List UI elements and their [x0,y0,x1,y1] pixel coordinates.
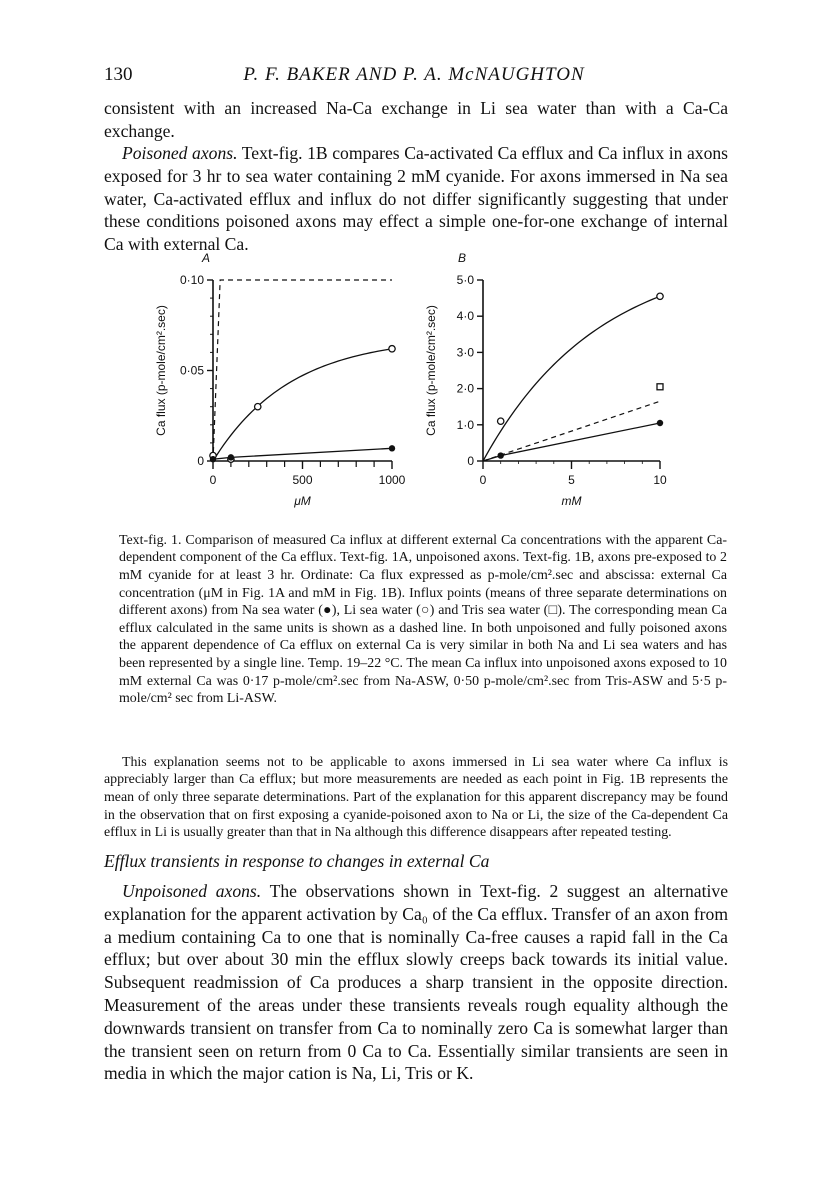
page-header [104,64,724,94]
data-point-li [389,346,395,352]
efflux-dashed-line [213,280,392,461]
x-tick-label: 500 [292,473,313,487]
paragraph-3-lead: Unpoisoned axons. [122,881,262,901]
paragraph-2-lead: Poisoned axons. [122,143,238,163]
influx-curve [483,423,660,461]
x-tick-label: 0 [479,473,487,487]
y-tick-label: 5·0 [456,273,474,287]
page-number: 130 [104,64,133,85]
x-axis-label: μM [294,494,311,508]
figure-caption: Text-fig. 1. Comparison of measured Ca influx at different external Ca concentrations with the apparent Ca-dependent component of the Ca efflux. Text-fig. 1A, unpoisoned axons. Text-fig. 1B, axons pre-exposed to 2 mM cyanide for at least 3 hr. Ordinate: Ca flux expressed as p-mole/cm².sec and abscissa: external Ca concentration (μM in Fig. 1A and mM in Fig. 1B). Influx points (means of three separate determinations on different axons) from Na sea water (●), Li sea water (○) and Tris sea water (□). The corresponding mean Ca efflux calculated in the same units is shown as a dashed line. In both unpoisoned and fully poisoned axons the apparent dependence of Ca efflux on external Ca is very similar in both Na and Li sea waters and has been represented by a single line. Temp. 19–22 °C. The mean Ca influx into unpoisoned axons exposed to 10 mM external Ca was 0·17 p-mole/cm².sec from Na-ASW, 0·50 p-mole/cm².sec from Tris-ASW and 5·5 p-mole/cm² sec from Li-ASW. [119,532,727,707]
y-tick-label: 2·0 [456,381,474,396]
data-point-na [389,445,395,451]
efflux-dashed-line [483,401,660,461]
data-point-na [228,454,234,460]
data-point-li [498,418,504,424]
x-axis-label: mM [561,494,582,508]
y-tick-label: 4·0 [456,309,474,324]
y-tick-label: 0 [197,454,204,468]
panel-label: B [458,251,467,265]
panel-a [154,251,406,508]
small-paragraph: This explanation seems not to be applicable to axons immersed in Li sea water where Ca influx is appreciably larger than Ca efflux; but more measurements are needed as each point in Fig. 1B represents the mean of only three separate determinations. Part of the explanation for this apparent discrepancy may be found in the observation that on first exposing a cyanide-poisoned axon to Na or Li, the size of the Ca-dependent Ca efflux in Li is usually greater than that in Na although this difference disappears after repeated testing. [104,754,728,841]
data-point-tris [657,384,663,390]
y-tick-label: 3·0 [456,345,474,360]
x-tick-label: 1000 [378,473,406,487]
paragraph-3 [104,880,728,1085]
figure-1 [140,250,700,510]
y-tick-label: 0 [467,454,474,468]
data-point-li [255,404,261,410]
y-tick-label: 0·10 [179,273,204,287]
y-axis-label: Ca flux (p-mole/cm².sec) [424,305,438,436]
y-axis-label: Ca flux (p-mole/cm².sec) [154,305,168,436]
data-point-na [657,420,663,426]
panel-label: A [202,251,211,265]
influx-curve [213,448,392,461]
paragraph-3-body: The observations shown in Text-fig. 2 suggest an alternative explanation for the apparent activation by Ca₀ of the Ca efflux. Transfer of an axon from a medium containing Ca to one that is nominally Ca-free causes a rapid fall in the Ca efflux; but over about 30 min the efflux slowly creeps back towards its initial value. Subsequent readmission of Ca produces a sharp transient in the opposite direction. Measurement of the areas under these transients reveals rough equality although the downwards transient on transfer from Ca to nominally zero Ca is somewhat larger than the transient seen on return from 0 Ca to Ca. Essentially similar transients are seen in media in which the major cation is Na, Li, Tris or K. [104,881,729,1084]
paragraph-2 [104,142,728,256]
section-heading: Efflux transients in response to changes in external Ca [104,851,490,871]
x-tick-label: 0 [209,473,217,487]
influx-curve [213,349,392,461]
running-head: P. F. BAKER AND P. A. McNAUGHTON [243,64,585,85]
x-tick-label: 10 [653,473,667,487]
y-tick-label: 1·0 [456,417,474,432]
panel-b [424,251,667,508]
paragraph-1: consistent with an increased Na-Ca exchange in Li sea water than with a Ca-Ca exchange. [104,98,728,141]
y-tick-label: 0·05 [179,363,204,378]
x-tick-label: 5 [568,473,575,487]
data-point-li [657,293,663,299]
influx-curve [483,296,660,461]
paragraph-2-body: Text-fig. 1B compares Ca-activated Ca efflux and Ca influx in axons exposed for 3 hr to sea water containing 2 mM cyanide. For axons immersed in Na sea water, Ca-activated efflux and influx do not differ significantly suggesting that under these conditions poisoned axons may effect a simple one-for-one exchange of internal Ca with external Ca. [104,143,729,255]
